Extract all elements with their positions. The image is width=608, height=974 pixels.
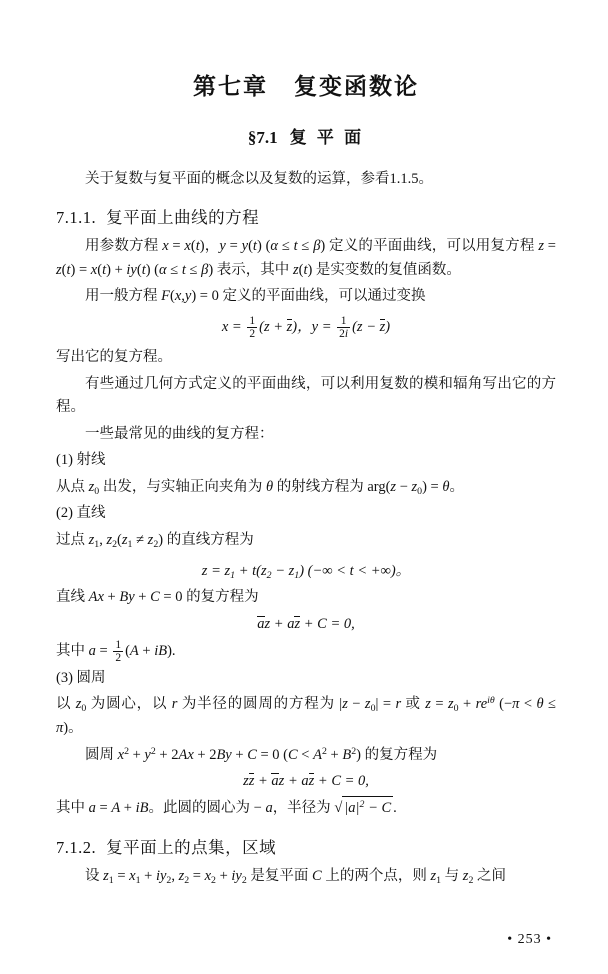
- equation-circle-complex: zz + az + az + C = 0,: [243, 773, 369, 790]
- section-title-text: 复 平 面: [289, 128, 365, 147]
- subsection-1-paragraph-3: 写出它的复方程。: [56, 349, 172, 366]
- subsection-1-heading: [56, 204, 556, 228]
- subsection-1-paragraph-1: 用参数方程 x = x(t)，y = y(t) (α ≤ t ≤ β) 定义的平面曲线，可以用复方程 z = z(t) = x(t) + iy(t) (α ≤ t ≤ β) 表示，其中 z(t) 是实变数的复值函数。: [56, 238, 556, 278]
- subsection-1-paragraph-6: 直线 Ax + By + C = 0 的复方程为: [56, 589, 259, 606]
- subsection-2-heading: [56, 834, 556, 858]
- item-3-label: (3) 圆周: [56, 669, 106, 686]
- chapter-title-right: 复变函数论: [294, 74, 419, 99]
- item-2-label: (2) 直线: [56, 505, 106, 522]
- item-3-text: 以 $z_0$ 为圆心，以 r 为半径的圆周的方程为 $|z - z_0| = r$ 或 $z = z_0 + re^{i\theta}$ (−π < θ ≤ π)。: [56, 695, 556, 737]
- subsection-1-title: 复平面上曲线的方程: [106, 208, 260, 228]
- subsection-1-number: 7.1.1.: [56, 208, 97, 228]
- equation-line-param: $z = z_1 + t(z_2 - z_1)$ (−∞ < t < +∞)。: [201, 562, 411, 581]
- subsection-1-paragraph-9: 其中 a = A + iB。此圆的圆心为 − a，半径为 √ $|a|^2 - C$ .: [56, 796, 556, 820]
- subsection-1-paragraph-5: 一些最常见的曲线的复方程：: [85, 425, 274, 442]
- subsection-1-paragraph-2: 用一般方程 F(x,y) = 0 定义的平面曲线，可以通过变换: [85, 288, 426, 305]
- subsection-1-paragraph-7: 其中 a = $\frac{1}{2}$ (A + iB).: [56, 638, 176, 664]
- equation-transform: x = $\frac{1}{2}$ (z + z)，y = $\frac{1}{2i}$ (z − z): [221, 315, 391, 341]
- item-1-text: 从点 $z_0$ 出发，与实轴正向夹角为 θ 的射线方程为 $arg(z - z_0) = \theta$。: [56, 478, 464, 497]
- chapter-title-left: 第七章: [193, 74, 268, 99]
- equation-line-complex: az + az + C = 0,: [257, 615, 355, 632]
- intro-paragraph: 关于复数与复平面的概念以及复数的运算，参看1.1.5。: [85, 171, 433, 187]
- section-number: §7.1: [247, 128, 278, 147]
- subsection-1-paragraph-4: 有些通过几何方式定义的平面曲线，可以利用复数的模和辐角写出它的方程。: [56, 375, 556, 416]
- subsection-2-title: 复平面上的点集，区域: [106, 837, 277, 857]
- page-number: • 253 •: [507, 932, 552, 947]
- section-title: [56, 123, 556, 148]
- subsection-2-paragraph-1: 设 $z_1 = x_1 + iy_2$, $z_2 = x_2 + iy_2$ 是复平面 C 上的两个点，则 $z_1$ 与 $z_2$ 之间: [85, 867, 506, 886]
- item-2-text: 过点 $z_1$, $z_2(z_1 \ne z_2)$ 的直线方程为: [56, 531, 254, 550]
- subsection-1-paragraph-8: 圆周 $x^2 + y^2 + 2Ax + 2By + C = 0$ $(C < A^2 + B^2)$ 的复方程为: [85, 745, 438, 763]
- chapter-title: [56, 68, 556, 101]
- page-content: [56, 60, 556, 891]
- item-1-label: (1) 射线: [56, 452, 106, 469]
- subsection-2-number: 7.1.2.: [56, 837, 97, 857]
